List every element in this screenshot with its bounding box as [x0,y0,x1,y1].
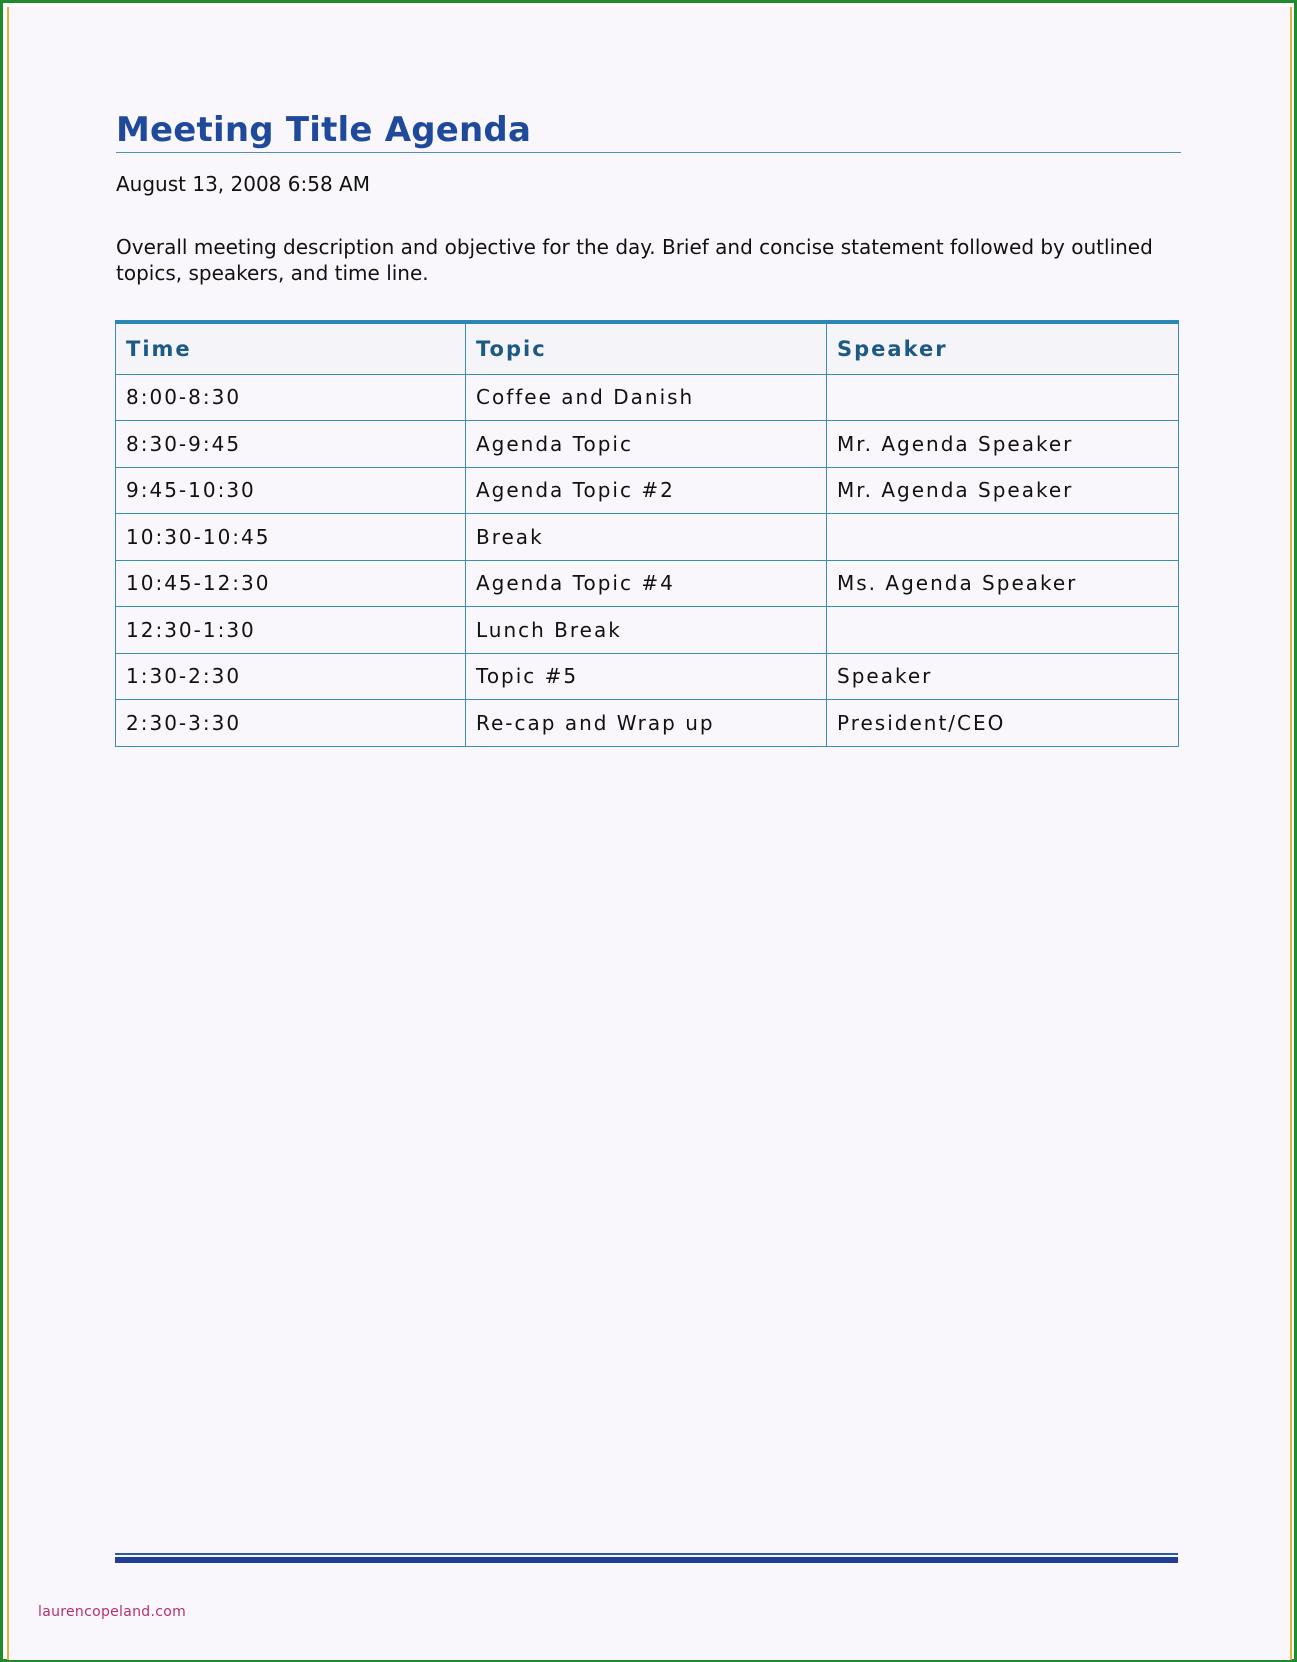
meeting-date: August 13, 2008 6:58 AM [116,172,370,196]
table-row [116,560,1179,607]
column-header-topic: Topic [466,322,827,374]
table-row [116,514,1179,561]
topic-cell: Topic #5 [466,653,827,700]
topic-cell: Coffee and Danish [466,374,827,421]
topic-cell: Agenda Topic [466,421,827,468]
table-row [116,421,1179,468]
topic-cell: Lunch Break [466,607,827,654]
column-header-time: Time [116,322,466,374]
speaker-cell [827,607,1179,654]
speaker-cell: Ms. Agenda Speaker [827,560,1179,607]
speaker-cell: President/CEO [827,700,1179,747]
table-header-row [116,322,1179,374]
table-row [116,374,1179,421]
topic-cell: Re-cap and Wrap up [466,700,827,747]
meeting-description: Overall meeting description and objective for the day. Brief and concise statement followed by outlined topics, speakers, and time line. [116,235,1153,285]
table-row [116,653,1179,700]
topic-cell: Break [466,514,827,561]
footer-divider-thick [115,1557,1178,1563]
watermark-text: laurencopeland.com [38,1604,187,1620]
topic-cell: Agenda Topic #2 [466,467,827,514]
time-cell: 9:45-10:30 [116,467,466,514]
time-cell: 8:00-8:30 [116,374,466,421]
speaker-cell [827,374,1179,421]
footer-divider-thin [115,1553,1178,1555]
time-cell: 1:30-2:30 [116,653,466,700]
time-cell: 10:30-10:45 [116,514,466,561]
topic-cell: Agenda Topic #4 [466,560,827,607]
speaker-cell: Speaker [827,653,1179,700]
time-cell: 12:30-1:30 [116,607,466,654]
speaker-cell [827,514,1179,561]
table-row [116,607,1179,654]
time-cell: 10:45-12:30 [116,560,466,607]
time-cell: 2:30-3:30 [116,700,466,747]
speaker-cell: Mr. Agenda Speaker [827,421,1179,468]
page-title: Meeting Title Agenda [116,110,532,150]
agenda-table [115,320,1179,747]
column-header-speaker: Speaker [827,322,1179,374]
table-row [116,467,1179,514]
time-cell: 8:30-9:45 [116,421,466,468]
speaker-cell: Mr. Agenda Speaker [827,467,1179,514]
table-row [116,700,1179,747]
title-divider [116,152,1181,153]
